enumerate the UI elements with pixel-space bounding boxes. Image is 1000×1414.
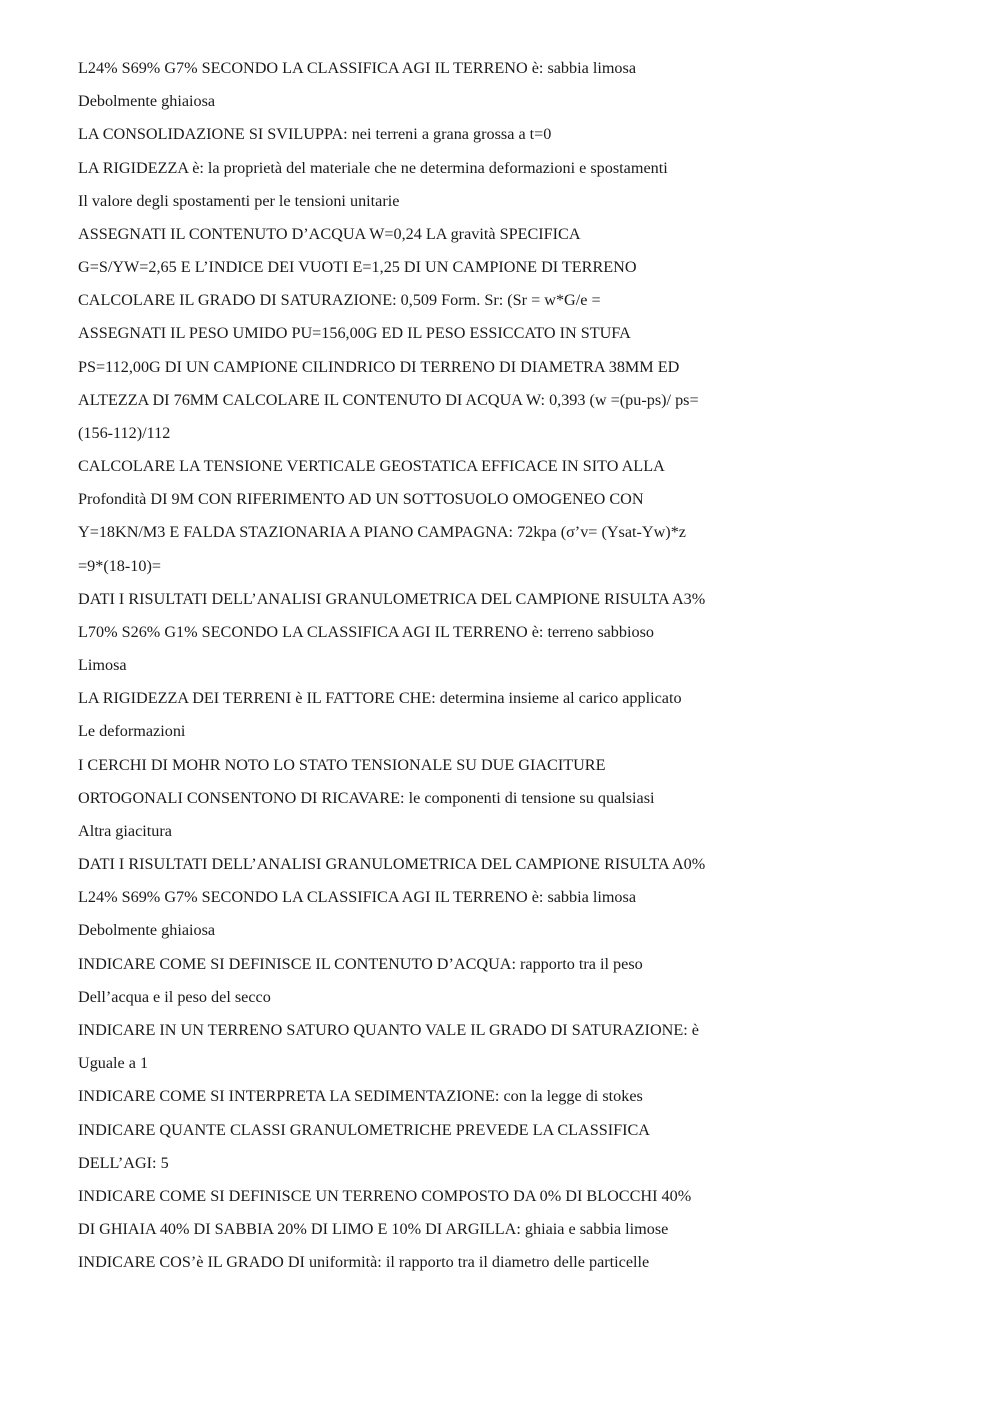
text-line: Debolmente ghiaiosa bbox=[78, 92, 216, 111]
text-line: I CERCHI DI MOHR NOTO LO STATO TENSIONALE SU DUE GIACITURE bbox=[78, 755, 606, 774]
text-line: Dell’acqua e il peso del secco bbox=[78, 987, 271, 1006]
text-line: ASSEGNATI IL PESO UMIDO PU=156,00G ED IL PESO ESSICCATO IN STUFA bbox=[78, 324, 631, 343]
text-line: Il valore degli spostamenti per le tensioni unitarie bbox=[78, 191, 400, 210]
text-line: =9*(18-10)= bbox=[78, 556, 161, 575]
text-line: G=S/YW=2,65 E L’INDICE DEI VUOTI E=1,25 DI UN CAMPIONE DI TERRENO bbox=[78, 258, 637, 277]
text-line: INDICARE IN UN TERRENO SATURO QUANTO VALE IL GRADO DI SATURAZIONE: è bbox=[78, 1020, 699, 1039]
text-line: (156-112)/112 bbox=[78, 423, 171, 442]
text-line: INDICARE QUANTE CLASSI GRANULOMETRICHE PREVEDE LA CLASSIFICA bbox=[78, 1120, 650, 1139]
document-body bbox=[78, 56, 958, 1283]
text-line: ALTEZZA DI 76MM CALCOLARE IL CONTENUTO DI ACQUA W: 0,393 (w =(pu-ps)/ ps= bbox=[78, 390, 699, 409]
text-line: DATI I RISULTATI DELL’ANALISI GRANULOMETRICA DEL CAMPIONE RISULTA A3% bbox=[78, 589, 706, 608]
text-line: CALCOLARE LA TENSIONE VERTICALE GEOSTATICA EFFICACE IN SITO ALLA bbox=[78, 457, 665, 476]
text-line: INDICARE COS’è IL GRADO DI uniformità: il rapporto tra il diametro delle particelle bbox=[78, 1253, 650, 1272]
text-line: Y=18KN/M3 E FALDA STAZIONARIA A PIANO CAMPAGNA: 72kpa (σ’v= (Ysat-Yw)*z bbox=[78, 523, 686, 542]
text-line: Debolmente ghiaiosa bbox=[78, 921, 216, 940]
text-line: INDICARE COME SI INTERPRETA LA SEDIMENTAZIONE: con la legge di stokes bbox=[78, 1087, 643, 1106]
text-line: Le deformazioni bbox=[78, 722, 186, 741]
text-line: ORTOGONALI CONSENTONO DI RICAVARE: le componenti di tensione su qualsiasi bbox=[78, 788, 655, 807]
text-line: LA RIGIDEZZA è: la proprietà del materiale che ne determina deformazioni e spostamenti bbox=[78, 158, 668, 177]
text-line: ASSEGNATI IL CONTENUTO D’ACQUA W=0,24 LA gravità SPECIFICA bbox=[78, 224, 581, 243]
text-line: PS=112,00G DI UN CAMPIONE CILINDRICO DI TERRENO DI DIAMETRA 38MM ED bbox=[78, 357, 680, 376]
text-line: Uguale a 1 bbox=[78, 1054, 149, 1073]
text-line: CALCOLARE IL GRADO DI SATURAZIONE: 0,509 Form. Sr: (Sr = w*G/e = bbox=[78, 291, 601, 310]
text-line: L70% S26% G1% SECONDO LA CLASSIFICA AGI IL TERRENO è: terreno sabbioso bbox=[78, 622, 654, 641]
text-line: Limosa bbox=[78, 656, 127, 675]
text-line: DI GHIAIA 40% DI SABBIA 20% DI LIMO E 10% DI ARGILLA: ghiaia e sabbia limose bbox=[78, 1220, 669, 1239]
text-line: Profondità DI 9M CON RIFERIMENTO AD UN SOTTOSUOLO OMOGENEO CON bbox=[78, 490, 644, 509]
text-line: DELL’AGI: 5 bbox=[78, 1153, 169, 1172]
text-line: LA CONSOLIDAZIONE SI SVILUPPA: nei terreni a grana grossa a t=0 bbox=[78, 125, 552, 144]
text-line: LA RIGIDEZZA DEI TERRENI è IL FATTORE CHE: determina insieme al carico applicato bbox=[78, 689, 682, 708]
text-line: L24% S69% G7% SECONDO LA CLASSIFICA AGI IL TERRENO è: sabbia limosa bbox=[78, 59, 637, 77]
text-line: L24% S69% G7% SECONDO LA CLASSIFICA AGI IL TERRENO è: sabbia limosa bbox=[78, 888, 637, 907]
text-line: Altra giacitura bbox=[78, 821, 172, 840]
text-line: DATI I RISULTATI DELL’ANALISI GRANULOMETRICA DEL CAMPIONE RISULTA A0% bbox=[78, 855, 706, 874]
text-line: INDICARE COME SI DEFINISCE IL CONTENUTO D’ACQUA: rapporto tra il peso bbox=[78, 954, 643, 973]
text-line: INDICARE COME SI DEFINISCE UN TERRENO COMPOSTO DA 0% DI BLOCCHI 40% bbox=[78, 1186, 692, 1205]
